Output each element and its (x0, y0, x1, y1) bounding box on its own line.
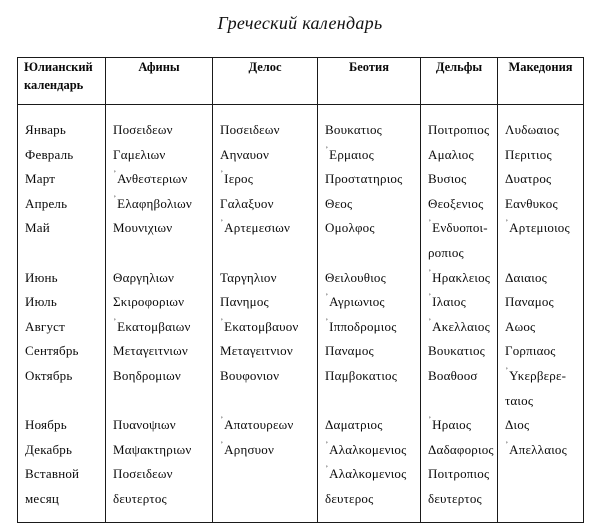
month-name: Αηναυον (220, 146, 270, 162)
month-name: Θεος (325, 195, 353, 211)
column-header-makedonia: Македония (498, 58, 584, 105)
month-entry: ᾿Εκατομβαυον (220, 316, 299, 334)
month-name: Βοαθοοσ (428, 367, 478, 383)
month-name: Сентябрь (25, 343, 79, 359)
month-name: Декабрь (25, 441, 73, 457)
month-name: Αγριωνιος (329, 294, 385, 310)
month-entry (18, 290, 105, 315)
month-entry (106, 143, 212, 168)
month-name: Γαμελιων (113, 146, 166, 162)
month-entry (213, 364, 317, 389)
month-entry: ᾿Ανθεστεριων (113, 169, 188, 187)
month-name: Εκατομβαυον (224, 318, 299, 334)
month-list-athens (106, 105, 212, 522)
month-entry: ᾿Ιλαιος (428, 292, 466, 310)
month-entry (318, 339, 420, 364)
month-entry (318, 167, 420, 192)
month-entry: ᾿Εκατομβαιων (113, 316, 191, 334)
month-name: Ιπποδρομιος (329, 318, 397, 334)
month-name: Δαιαιος (505, 269, 548, 285)
month-entry (213, 462, 317, 487)
month-entry (421, 438, 497, 463)
table-body-row (18, 105, 584, 523)
month-name: Εκατομβαιων (117, 318, 191, 334)
month-name: Πανημος (220, 294, 269, 310)
month-entry (421, 167, 497, 192)
month-entry (213, 266, 317, 291)
column-header-athens: Афины (106, 58, 213, 105)
month-name: Θεοξενιος (428, 195, 484, 211)
month-list-julian (18, 105, 105, 522)
month-name: Αλαλκομενιος (329, 441, 407, 457)
month-entry (18, 462, 105, 511)
month-entry (18, 266, 105, 291)
month-name: Περιτιος (505, 146, 552, 162)
month-name: Αρησυον (224, 441, 275, 457)
month-name: Εανθυκος (505, 195, 558, 211)
month-entry (318, 216, 420, 241)
month-entry-spacer (106, 241, 212, 266)
month-entry (18, 192, 105, 217)
month-entry (18, 167, 105, 192)
month-entry (18, 143, 105, 168)
month-entry: ᾿Ερμαιος (325, 144, 374, 162)
month-entry (18, 216, 105, 241)
column-header-beotia: Беотия (318, 58, 421, 105)
column-header-delos: Делос (213, 58, 318, 105)
month-name: Ποιτροπιος δευτερτος (428, 466, 490, 506)
month-entry (213, 290, 317, 315)
month-entry (498, 413, 583, 438)
month-entry (318, 266, 420, 291)
month-entry (18, 438, 105, 463)
month-entry-spacer (213, 389, 317, 414)
month-entry-spacer (18, 389, 105, 414)
month-name: Ελαφηβολιων (117, 195, 192, 211)
month-name: Июнь (25, 269, 58, 285)
month-entry-spacer (106, 389, 212, 414)
month-name: Ноябрь (25, 417, 67, 433)
month-entry (18, 413, 105, 438)
month-name: Μαψακτηριων (113, 441, 192, 457)
month-name: Ποιτροπιος (428, 122, 490, 137)
month-entry (106, 462, 212, 511)
month-name: Υκερβερε-ταιος (505, 367, 567, 408)
month-name: Θαργηλιων (113, 269, 175, 285)
column-cell-julian (18, 105, 106, 523)
month-name: Βουφονιον (220, 367, 280, 383)
month-entry-spacer (18, 241, 105, 266)
month-list-makedonia (498, 105, 583, 472)
month-name: Μεταγειτνιων (113, 343, 188, 359)
month-entry: ᾿Ιερος (220, 169, 254, 187)
month-name: Αρτεμεσιων (224, 220, 291, 236)
month-entry: ᾿Αλαλκομενιος δευτερος (325, 464, 407, 506)
month-entry-spacer (318, 241, 420, 266)
month-name: Ομολφος (325, 220, 375, 236)
month-entry: ᾿Αγριωνιος (325, 292, 385, 310)
month-name: Απελλαιος (509, 441, 567, 457)
month-name: Βουκατιος (325, 122, 383, 137)
month-name: Ιλαιος (432, 294, 466, 310)
month-entry (18, 118, 105, 143)
month-name: Βουκατιος (428, 343, 486, 359)
month-name: Βοηδρομιων (113, 367, 181, 383)
column-cell-beotia (318, 105, 421, 523)
month-entry (318, 192, 420, 217)
month-name: Θειλουθιος (325, 269, 386, 285)
month-name: Ερμαιος (329, 146, 374, 162)
month-entry (318, 364, 420, 389)
column-cell-delos (213, 105, 318, 523)
month-entry (318, 413, 420, 438)
month-name: Октябрь (25, 367, 73, 383)
month-entry (498, 143, 583, 168)
month-entry (498, 118, 583, 143)
column-cell-delphi (421, 105, 498, 523)
month-name: Июль (25, 294, 57, 310)
month-entry (106, 118, 212, 143)
column-cell-makedonia (498, 105, 584, 523)
month-entry (498, 167, 583, 192)
month-name: Βυσιος (428, 171, 467, 187)
month-entry: ᾿Αρτεμεσιων (220, 218, 291, 236)
month-entry (106, 413, 212, 438)
month-entry (421, 364, 497, 389)
month-entry (421, 192, 497, 217)
month-name: Παναμος (325, 343, 374, 359)
month-entry (213, 143, 317, 168)
month-entry (421, 118, 497, 143)
month-name: Ποσειδεων (220, 122, 280, 137)
month-entry (421, 143, 497, 168)
month-name: Δαδαφοριος (428, 441, 494, 457)
month-entry (18, 364, 105, 389)
month-entry: ᾿Ελαφηβολιων (113, 193, 192, 211)
month-entry (213, 118, 317, 143)
column-cell-athens (106, 105, 213, 523)
month-entry (106, 266, 212, 291)
month-name: Παμβοκατιος (325, 367, 398, 383)
month-entry: ᾿Αρησυον (220, 439, 275, 457)
month-name: Февраль (25, 146, 74, 162)
month-entry: ᾿Ακελλαιος (428, 316, 490, 334)
month-list-delos (213, 105, 317, 497)
month-list-beotia (318, 105, 420, 522)
month-name: Αμαλιος (428, 146, 474, 162)
month-entry (318, 118, 420, 143)
month-entry: ᾿Ενδυοποι-ροπιος (428, 218, 488, 260)
month-entry (498, 192, 583, 217)
month-name: Δαματριος (325, 417, 383, 433)
month-entry (106, 364, 212, 389)
month-entry: ᾿Αλαλκομενιος (325, 439, 407, 457)
greek-calendar-table (17, 57, 584, 523)
column-header-delphi: Дельфы (421, 58, 498, 105)
month-entry: ᾿Ηρακλειος (428, 267, 491, 285)
month-name: Ποσειδεων δευτερτος (113, 466, 173, 506)
month-list-delphi (421, 105, 497, 522)
month-entry (18, 339, 105, 364)
month-name: Πυανοψιων (113, 417, 176, 433)
month-name: Απατουρεων (224, 417, 294, 433)
month-entry (421, 339, 497, 364)
month-name: Вставной месяц (25, 466, 80, 506)
month-name: Ιερος (224, 171, 254, 187)
month-entry: ᾿Ηραιος (428, 415, 472, 433)
month-name: Παναμος (505, 294, 554, 310)
month-name: Август (25, 318, 66, 334)
month-entry: ᾿Απατουρεων (220, 415, 294, 433)
month-name: Январь (25, 122, 66, 137)
month-entry (213, 192, 317, 217)
month-name: Апрель (25, 195, 68, 211)
month-name: Αωος (505, 318, 536, 334)
month-name: Λυδωαιος (505, 122, 560, 137)
month-entry: ᾿Απελλαιος (505, 439, 567, 457)
month-entry-spacer (498, 241, 583, 266)
month-name: Αρτεμιοιος (509, 220, 570, 236)
month-name: Προστατηριος (325, 171, 403, 187)
month-entry (106, 339, 212, 364)
month-name: Σκιροφοριων (113, 294, 185, 310)
month-entry-spacer (318, 389, 420, 414)
month-name: Март (25, 171, 56, 187)
month-entry (498, 315, 583, 340)
month-name: Μουνιχιων (113, 220, 173, 236)
month-name: Μεταγειτνιον (220, 343, 293, 359)
month-entry (106, 438, 212, 463)
month-entry (498, 290, 583, 315)
month-name: Διος (505, 417, 530, 433)
month-entry: ᾿Ιπποδρομιος (325, 316, 397, 334)
month-entry (498, 266, 583, 291)
month-entry (106, 216, 212, 241)
month-name: Γορπιαος (505, 343, 556, 359)
column-header-julian: Юлианский календарь (18, 58, 106, 105)
month-entry-spacer (421, 389, 497, 414)
page-title: Греческий календарь (217, 13, 383, 33)
month-name: Ηραιος (432, 417, 472, 433)
month-entry (213, 339, 317, 364)
month-name: Ηρακλειος (432, 269, 491, 285)
month-entry: ᾿Υκερβερε-ταιος (505, 365, 567, 408)
table-header-row (18, 58, 584, 105)
month-entry (498, 339, 583, 364)
month-entry (18, 315, 105, 340)
month-entry: ᾿Αρτεμιοιος (505, 218, 570, 236)
month-name: Ενδυοποι-ροπιος (428, 220, 488, 260)
month-name: Γαλαξυον (220, 195, 274, 211)
month-name: Май (25, 220, 50, 236)
month-name: Αλαλκομενιος δευτερος (325, 466, 407, 506)
month-name: Ταργηλιον (220, 269, 277, 285)
month-name: Δυατρος (505, 171, 552, 187)
month-name: Ανθεστεριων (117, 171, 188, 187)
month-name: Ποσειδεων (113, 122, 173, 137)
month-name: Ακελλαιος (432, 318, 490, 334)
month-entry (106, 290, 212, 315)
month-entry-spacer (213, 241, 317, 266)
month-entry (421, 462, 497, 511)
